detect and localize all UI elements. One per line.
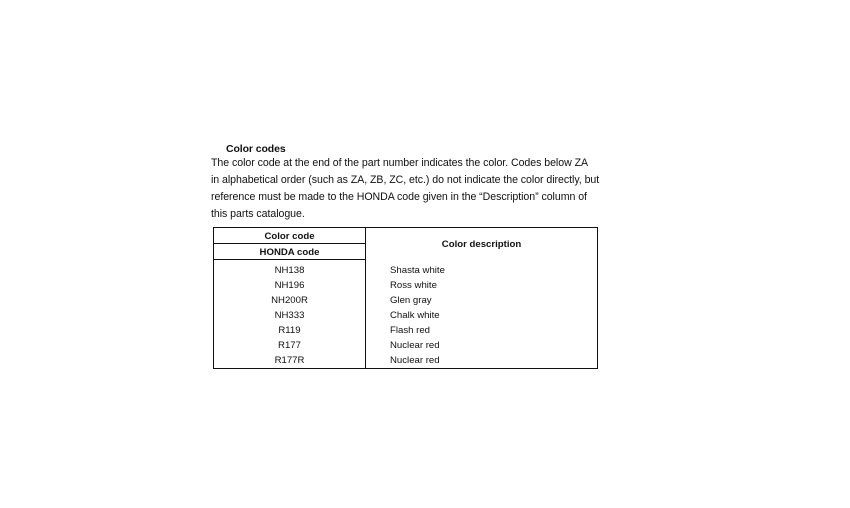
honda-code-cell: R177 xyxy=(278,340,301,351)
honda-code-cell: NH196 xyxy=(274,280,305,291)
honda-code-cell: NH138 xyxy=(274,265,305,276)
paragraph-line: The color code at the end of the part number indicates the color. Codes below ZA xyxy=(211,157,589,169)
color-description-cell: Nuclear red xyxy=(390,340,440,351)
honda-code-cell: NH333 xyxy=(274,310,305,321)
color-code-table xyxy=(213,227,598,369)
table-row xyxy=(214,263,597,278)
table-row xyxy=(214,278,597,293)
color-description-cell: Flash red xyxy=(390,325,430,336)
paragraph-line: reference must be made to the HONDA code given in the “Description” column of xyxy=(211,191,587,203)
table-row xyxy=(214,293,597,308)
table-row xyxy=(214,308,597,323)
header-color-code: Color code xyxy=(214,228,365,244)
color-description-cell: Shasta white xyxy=(390,265,445,276)
table-row xyxy=(214,338,597,353)
header-honda-code: HONDA code xyxy=(214,244,365,260)
honda-code-cell: NH200R xyxy=(271,295,308,306)
color-description-cell: Glen gray xyxy=(390,295,432,306)
intro-paragraph xyxy=(211,155,611,223)
color-description-cell: Chalk white xyxy=(390,310,440,321)
table-row xyxy=(214,353,597,368)
honda-code-cell: R177R xyxy=(274,355,305,366)
color-description-cell: Ross white xyxy=(390,280,437,291)
color-description-cell: Nuclear red xyxy=(390,355,440,366)
paragraph-line: this parts catalogue. xyxy=(211,208,305,220)
honda-code-cell: R119 xyxy=(278,325,301,336)
table-body xyxy=(214,263,597,368)
header-color-description: Color description xyxy=(441,239,522,250)
section-heading: Color codes xyxy=(226,143,286,155)
paragraph-line: in alphabetical order (such as ZA, ZB, ZC, etc.) do not indicate the color directly, but xyxy=(211,174,600,186)
table-row xyxy=(214,323,597,338)
